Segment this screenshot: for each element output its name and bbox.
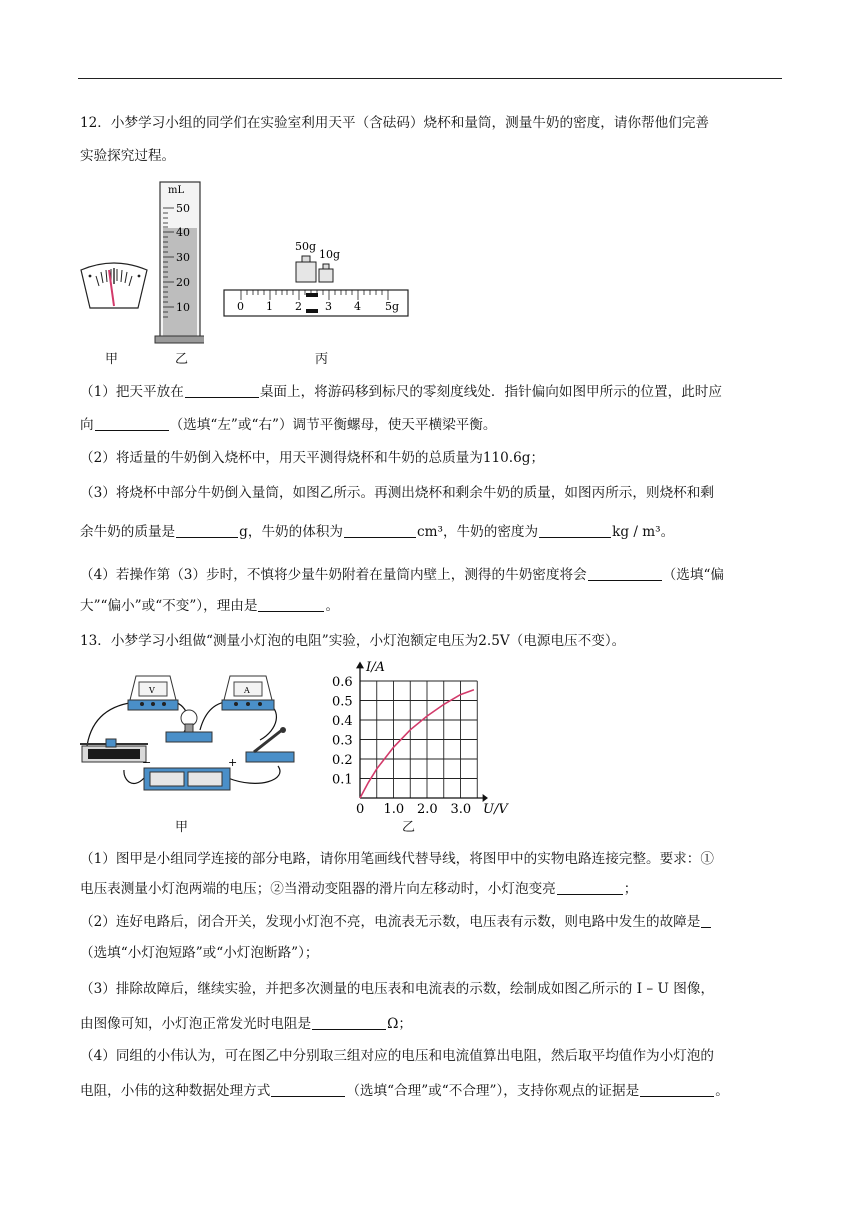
chart-y-arrow (356, 662, 364, 669)
weight-50g-icon (296, 256, 316, 282)
cylinder-tick-10: 10 (176, 301, 190, 314)
cylinder-tick-20: 20 (176, 276, 190, 289)
weight-10g-icon (319, 264, 333, 282)
q13-blank-1[interactable] (557, 881, 623, 895)
q12-blank-6[interactable] (588, 567, 662, 581)
q12-step2: （2）将适量的牛奶倒入烧杯中，用天平测得烧杯和牛奶的总质量为110.6g； (80, 450, 545, 466)
q13-step1-cont: 电压表测量小灯泡两端的电压；②当滑动变阻器的滑片向左移动时，小灯泡变亮 ； (80, 881, 638, 897)
q12-blank-3[interactable] (176, 524, 238, 538)
chart-y-tick-label: 0.1 (332, 772, 353, 788)
scale-label-3: 3 (325, 300, 332, 313)
q13-step4: （4）同组的小伟认为，可在图乙中分别取三组对应的电压和电流值算出电阻，然后取平均值作为小灯泡的 (80, 1048, 714, 1064)
q13-blank-4[interactable] (271, 1083, 345, 1097)
scale-label-1: 1 (266, 300, 273, 313)
chart-y-tick-label: 0.3 (332, 733, 353, 749)
rider-bottom (306, 309, 318, 313)
header-rule (78, 78, 782, 79)
figure-caption-yi: 乙 (175, 352, 189, 367)
chart-axes (356, 662, 488, 803)
cylinder-tick-50: 50 (176, 202, 190, 215)
q12-blank-5[interactable] (539, 524, 611, 538)
cylinder-unit: mL (168, 185, 185, 196)
q13-step4-cont: 电阻，小伟的这种数据处理方式 （选填“合理”或“不合理”），支持你观点的证据是 。 (80, 1083, 729, 1099)
iu-chart (330, 658, 510, 816)
q12-step1-cont: 向 （选填“左”或“右”）调节平衡螺母，使天平横梁平衡。 (80, 417, 497, 433)
battery-minus-label: − (142, 756, 152, 769)
ammeter-icon (222, 676, 274, 710)
q13-intro: 13．小梦学习小组做“测量小灯泡的电阻”实验，小灯泡额定电压为2.5V（电源电压不变）。 (80, 633, 626, 649)
chart-y-axis-label: I/A (366, 660, 385, 675)
battery-box-icon (142, 756, 237, 790)
chart-y-tick-label: 0.2 (332, 753, 353, 768)
chart-x-tick-label: 3.0 (450, 802, 472, 816)
q13-step1: （1）图甲是小组同学连接的部分电路，请你用笔画线代替导线，将图甲中的实物电路连接完整。要求：① (80, 851, 714, 867)
graduated-cylinder (154, 180, 204, 345)
balance-pointer-dial (78, 256, 150, 316)
cylinder-tick-30: 30 (176, 251, 190, 264)
q12-blank-2[interactable] (95, 417, 169, 431)
q12-step3: （3）将烧杯中部分牛奶倒入量筒，如图乙所示。再测出烧杯和剩余牛奶的质量，如图丙所示，则烧杯和剩 (80, 485, 714, 501)
chart-x-axis-label: U/V (483, 802, 508, 816)
q12-blank-4[interactable] (344, 524, 416, 538)
chart-x-tick-label: 0 (356, 802, 365, 816)
lamp-icon (166, 710, 212, 742)
chart-y-tick-label: 0.6 (332, 675, 353, 690)
q13-blank-5[interactable] (640, 1083, 714, 1097)
voltmeter-icon (128, 676, 178, 710)
rider-top (306, 293, 318, 297)
weight-label-10g: 10g (319, 248, 341, 261)
figure-caption-yi-2: 乙 (402, 820, 416, 835)
figure-caption-bing: 丙 (315, 352, 329, 367)
q12-intro-cont: 实验探究过程。 (80, 148, 176, 164)
q12-blank-1[interactable] (185, 384, 259, 398)
chart-x-arrow (483, 794, 488, 802)
chart-y-tick-label: 0.5 (332, 694, 353, 710)
q13-blank-2[interactable] (701, 914, 711, 928)
q13-step3: （3）排除故障后，继续实验，并把多次测量的电压表和电流表的示数，绘制成如图乙所示的 I – U 图像， (80, 981, 715, 997)
q13-blank-3[interactable] (312, 1016, 386, 1030)
q12-step4-cont: 大”“偏小”或“不变”），理由是 。 (80, 598, 340, 614)
chart-tick-labels (332, 675, 471, 816)
q13-step3-cont: 由图像可知，小灯泡正常发光时电阻是 Ω； (80, 1016, 412, 1032)
q12-blank-7[interactable] (258, 598, 324, 612)
scale-label-5g: 5g (385, 300, 400, 313)
q13-step2-cont: （选填“小灯泡短路”或“小灯泡断路”）； (80, 945, 319, 961)
scale-label-2: 2 (295, 300, 302, 313)
figure-caption-jia-2: 甲 (175, 820, 189, 835)
q12-step3-cont: 余牛奶的质量是 g，牛奶的体积为 cm³，牛奶的密度为 kg / m³。 (80, 524, 675, 540)
ammeter-label: A (244, 686, 250, 695)
chart-grid (360, 681, 477, 798)
scale-label-4: 4 (354, 300, 361, 313)
q13-step2: （2）连好电路后，闭合开关，发现小灯泡不亮，电流表无示数，电压表有示数，则电路中发生的故障是 (80, 913, 788, 931)
q12-step4: （4）若操作第（3）步时，不慎将少量牛奶附着在量筒内壁上，测得的牛奶密度将会 （选填“偏 (80, 567, 724, 583)
voltmeter-label: V (149, 686, 155, 695)
circuit-apparatus (78, 660, 300, 810)
q12-step1: （1）把天平放在 桌面上，将游码移到标尺的零刻度线处．指针偏向如图甲所示的位置，此时应 (80, 384, 722, 400)
cylinder-tick-40: 40 (176, 226, 190, 239)
weights-and-scale (222, 236, 412, 320)
chart-x-tick-label: 2.0 (417, 802, 438, 816)
weight-label-50g: 50g (295, 240, 317, 253)
battery-plus-label: + (228, 756, 238, 769)
scale-label-0: 0 (237, 300, 244, 313)
chart-y-tick-label: 0.4 (332, 714, 353, 729)
chart-x-tick-label: 1.0 (383, 802, 405, 816)
figure-caption-jia: 甲 (105, 352, 119, 367)
q12-intro: 12．小梦学习小组的同学们在实验室利用天平（含砝码）烧杯和量筒，测量牛奶的密度，请你帮他们完善 (80, 115, 710, 131)
rheostat-icon (80, 739, 148, 762)
